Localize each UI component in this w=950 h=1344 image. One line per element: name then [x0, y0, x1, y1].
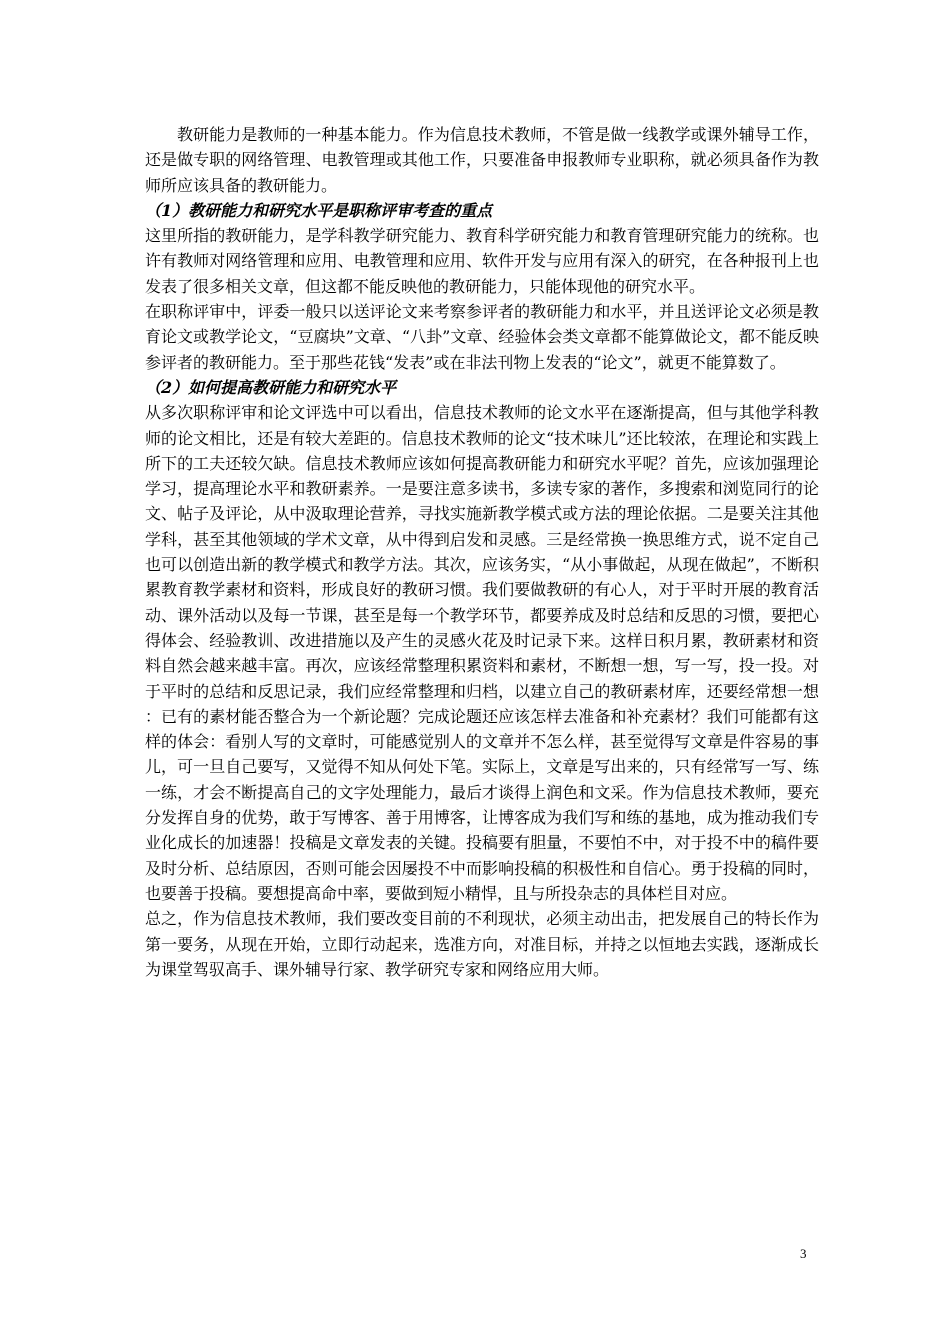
section-2-paragraph-1: 从多次职称评审和论文评选中可以看出，信息技术教师的论文水平在逐渐提高，但与其他学科教师的论文相比，还是有较大差距的。信息技术教师的论文“技术味儿”还比较浓，在理论和实践上所下的工夫还较欠缺。信息技术教师应该如何提高教研能力和研究水平呢？首先，应该加强理论学习，提高理论水平和教研素养。一是要注意多读书，多读专家的著作，多搜索和浏览同行的论文、帖子及评论，从中汲取理论营养，寻找实施新教学模式或方法的理论依据。二是要关注其他学科，甚至其他领域的学术文章，从中得到启发和灵感。三是经常换一换思维方式，说不定自己也可以创造出新的教学模式和教学方法。其次，应该务实，“从小事做起，从现在做起”，不断积累教育教学素材和资料，形成良好的教研习惯。我们要做教研的有心人，对于平时开展的教育活动、课外活动以及每一节课，甚至是每一个教学环节，都要养成及时总结和反思的习惯，要把心得体会、经验教训、改进措施以及产生的灵感火花及时记录下来。这样日积月累，教研素材和资料自然会越来越丰富。再次，应该经常整理积累资料和素材，不断想一想，写一写，投一投。对于平时的总结和反思记录，我们应经常整理和归档，以建立自己的教研素材库，还要经常想一想：已有的素材能否整合为一个新论题？完成论题还应该怎样去准备和补充素材？我们可能都有这样的体会：看别人写的文章时，可能感觉别人的文章并不怎么样，甚至觉得写文章是件容易的事儿，可一旦自己要写，又觉得不知从何处下笔。实际上，文章是写出来的，只有经常写一写、练一练，才会不断提高自己的文字处理能力，最后才谈得上润色和文采。作为信息技术教师，要充分发挥自身的优势，敢于写博客、善于用博客，让博客成为我们写和练的基地，成为推动我们专业化成长的加速器！投稿是文章发表的关键。投稿要有胆量，不要怕不中，对于投不中的稿件要及时分析、总结原因，否则可能会因屡投不中而影响投稿的积极性和自信心。勇于投稿的同时，也要善于投稿。要想提高命中率，要做到短小精悍，且与所投杂志的具体栏目对应。 [145, 403, 819, 903]
section-2-heading: （2）如何提高教研能力和研究水平 [145, 377, 397, 397]
section-1-paragraph-2: 在职称评审中，评委一般只以送评论文来考察参评者的教研能力和水平，并且送评论文必须是教育论文或教学论文，“豆腐块”文章、“八卦”文章、经验体会类文章都不能算做论文，都不能反映参评者的教研能力。至于那些花钱“发表”或在非法刊物上发表的“论文”，就更不能算数了。 [145, 302, 819, 372]
intro-paragraph: 教研能力是教师的一种基本能力。作为信息技术教师，不管是做一线教学或课外辅导工作，还是做专职的网络管理、电教管理或其他工作，只要准备申报教师专业职称，就必须具备作为教师所应该具备的教研能力。 [145, 125, 819, 195]
page-number: 3 [800, 1246, 807, 1261]
section-1-paragraph-1: 这里所指的教研能力，是学科教学研究能力、教育科学研究能力和教育管理研究能力的统称。也许有教师对网络管理和应用、电教管理和应用、软件开发与应用有深入的研究，在各种报刊上也发表了很多相关文章，但这都不能反映他的教研能力，只能体现他的研究水平。 [145, 226, 819, 296]
document-body [145, 122, 819, 982]
section-1-heading: （1）教研能力和研究水平是职称评审考查的重点 [145, 200, 493, 220]
section-2-paragraph-2: 总之，作为信息技术教师，我们要改变目前的不利现状，必须主动出击，把发展自己的特长作为第一要务，从现在开始，立即行动起来，选准方向，对准目标，并持之以恒地去实践，逐渐成长为课堂驾驭高手、课外辅导行家、教学研究专家和网络应用大师。 [145, 909, 819, 979]
